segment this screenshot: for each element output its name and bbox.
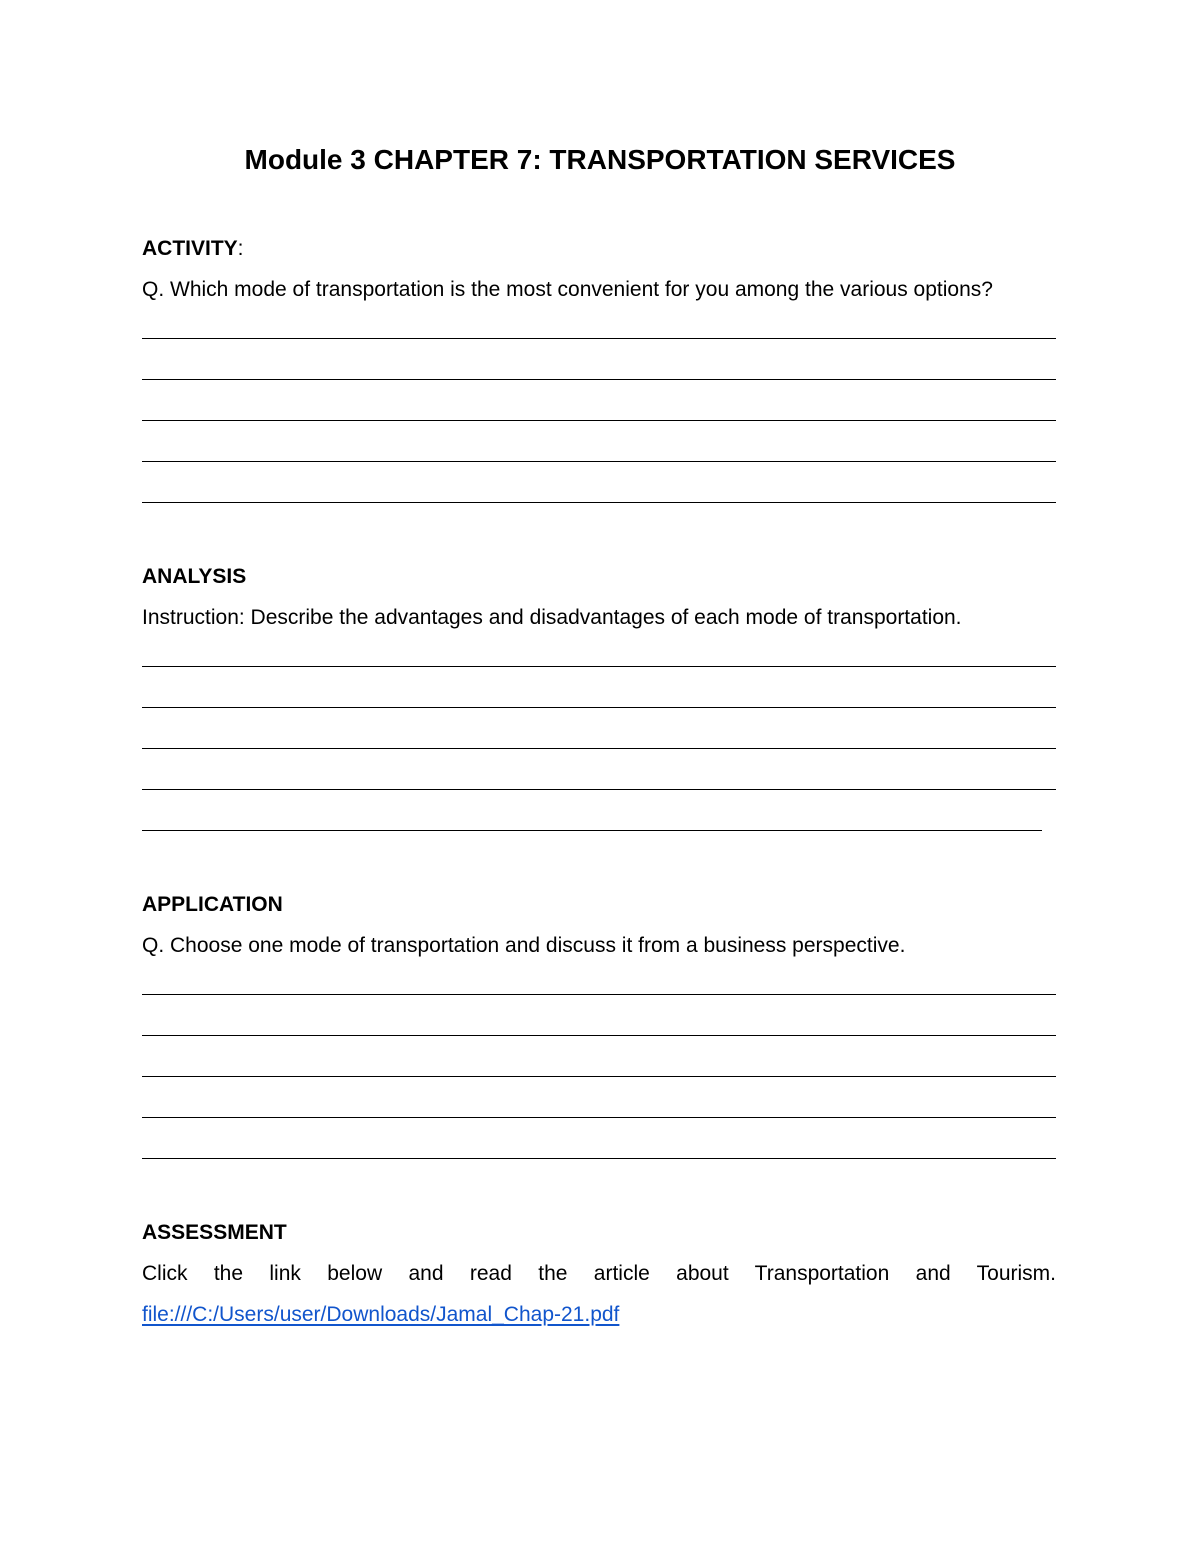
document-body xyxy=(142,228,1056,1335)
activity-question: Q. Which mode of transportation is the most convenient for you among the various options? xyxy=(142,278,993,301)
activity-section xyxy=(142,228,1056,515)
analysis-section xyxy=(142,556,1056,843)
application-heading: APPLICATION xyxy=(142,893,283,916)
answer-line[interactable] xyxy=(142,638,1056,679)
answer-line[interactable] xyxy=(142,1130,1056,1171)
application-section xyxy=(142,884,1056,1171)
answer-line[interactable] xyxy=(142,351,1056,392)
application-answer-lines xyxy=(142,966,1056,1171)
assessment-heading: ASSESSMENT xyxy=(142,1221,287,1244)
analysis-heading: ANALYSIS xyxy=(142,565,247,588)
assessment-instruction: Click the link below and read the article about Transportation and Tourism. xyxy=(142,1262,1056,1285)
analysis-instruction: Instruction: Describe the advantages and disadvantages of each mode of transportation. xyxy=(142,606,962,629)
activity-heading-label: ACTIVITY xyxy=(142,237,238,260)
answer-line[interactable] xyxy=(142,474,1056,515)
answer-line[interactable] xyxy=(142,679,1056,720)
section-spacer xyxy=(142,1171,1056,1212)
answer-line[interactable] xyxy=(142,392,1056,433)
activity-answer-lines xyxy=(142,310,1056,515)
answer-line[interactable] xyxy=(142,433,1056,474)
answer-line[interactable] xyxy=(142,310,1056,351)
activity-heading-colon: : xyxy=(237,237,244,260)
section-spacer xyxy=(142,515,1056,556)
answer-line[interactable] xyxy=(142,802,1056,843)
activity-heading xyxy=(142,228,1056,269)
application-question: Q. Choose one mode of transportation and discuss it from a business perspective. xyxy=(142,934,906,957)
document-title: Module 3 CHAPTER 7: TRANSPORTATION SERVICES xyxy=(244,144,956,175)
assessment-section xyxy=(142,1212,1056,1335)
answer-line[interactable] xyxy=(142,1007,1056,1048)
article-link[interactable]: file:///C:/Users/user/Downloads/Jamal_Chap-21.pdf xyxy=(142,1303,620,1326)
analysis-answer-lines xyxy=(142,638,1056,843)
answer-line[interactable] xyxy=(142,761,1056,802)
answer-line[interactable] xyxy=(142,966,1056,1007)
section-spacer xyxy=(142,843,1056,884)
answer-line[interactable] xyxy=(142,720,1056,761)
answer-line[interactable] xyxy=(142,1048,1056,1089)
answer-line[interactable] xyxy=(142,1089,1056,1130)
